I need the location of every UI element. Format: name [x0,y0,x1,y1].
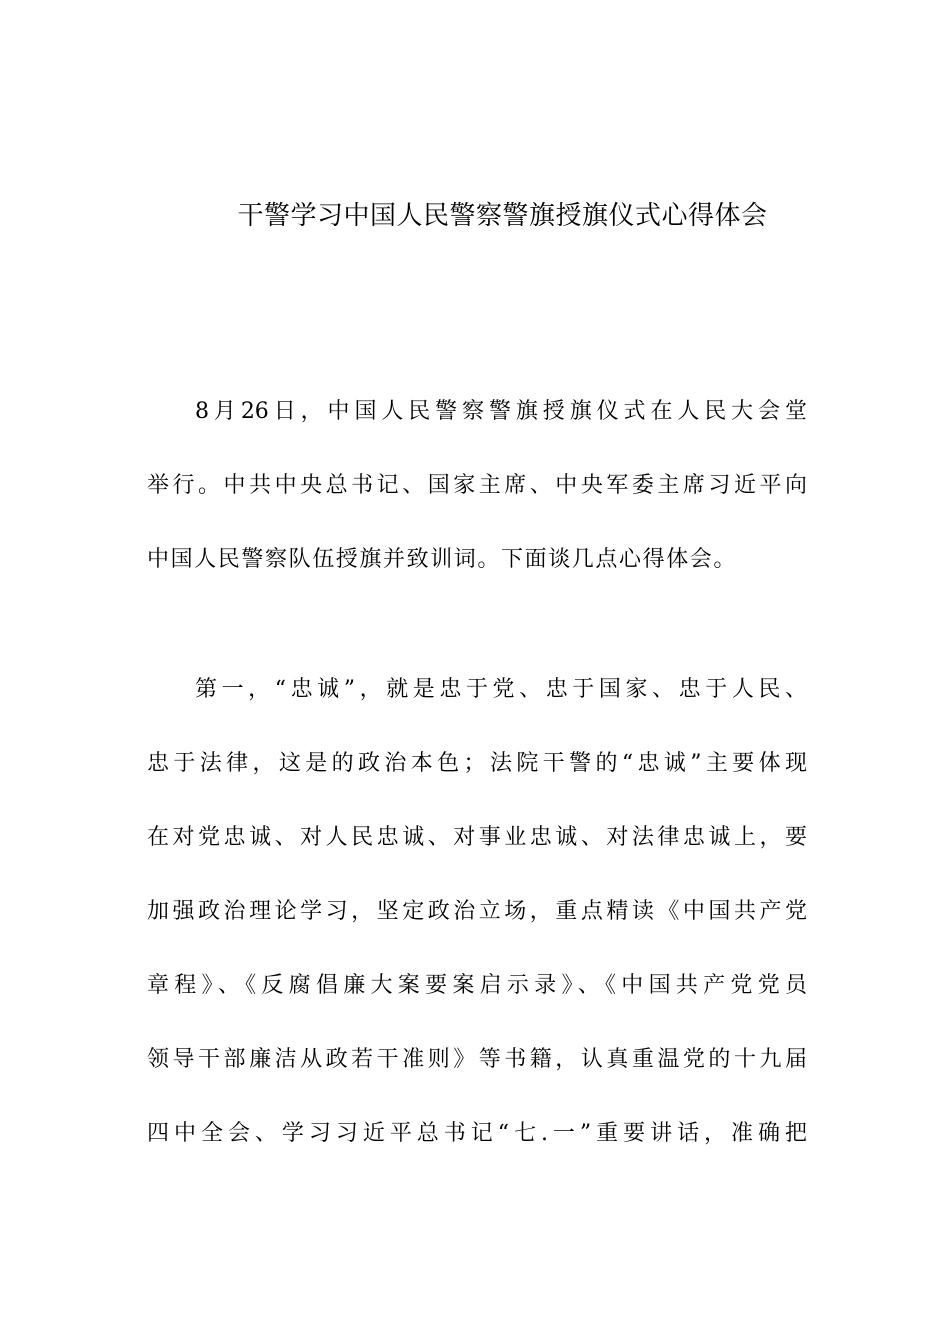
paragraph-2-line-4: 加强政治理论学习，坚定政治立场，重点精读《中国共产党 [147,899,807,924]
paragraph-2-line-2: 忠于法律，这是的政治本色；法院干警的“忠诚”主要体现 [147,751,807,776]
paragraph-2-line-7: 四中全会、学习习近平总书记“七.一”重要讲话，准确把 [147,1121,807,1146]
paragraph-2-line-5: 章程》、《反腐倡廉大案要案启示录》、《中国共产党党员 [147,973,807,998]
document-title: 干警学习中国人民警察警旗授旗仪式心得体会 [237,201,768,231]
paragraph-1-line-3: 中国人民警察队伍授旗并致训词。下面谈几点心得体会。 [147,547,738,572]
paragraph-2-line-6: 领导干部廉洁从政若干准则》等书籍，认真重温党的十九届 [147,1047,807,1072]
paragraph-1-line-1: 8月26日，中国人民警察警旗授旗仪式在人民大会堂 [195,399,807,424]
paragraph-2-line-3: 在对党忠诚、对人民忠诚、对事业忠诚、对法律忠诚上，要 [147,825,807,850]
paragraph-2-line-1: 第一，“忠诚”，就是忠于党、忠于国家、忠于人民、 [195,677,807,702]
paragraph-1-line-2: 举行。中共中央总书记、国家主席、中央军委主席习近平向 [147,473,807,498]
